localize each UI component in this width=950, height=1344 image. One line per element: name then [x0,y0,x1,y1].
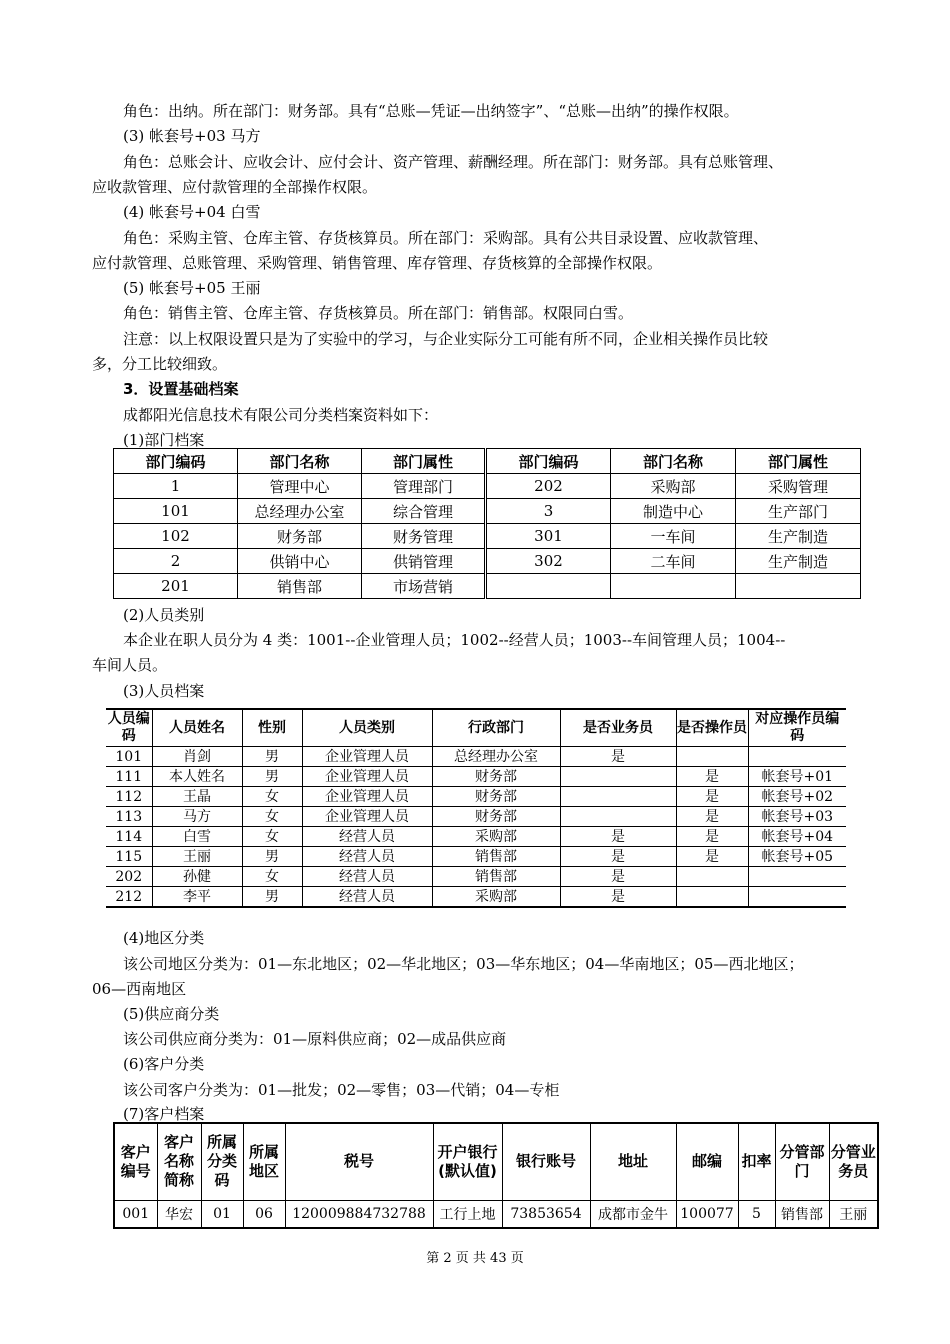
column-header: 人员编码 [106,709,152,747]
column-header: 是否业务员 [560,709,676,747]
paragraph-line: (5) 帐套号+05 王丽 [123,279,261,297]
table-row [106,827,846,847]
table-cell: 生产制造 [736,549,861,574]
table-cell: 一车间 [611,524,736,549]
paragraph-line: (3) 帐套号+03 马方 [123,127,261,145]
table-cell: 102 [114,524,238,549]
table-row [106,807,846,827]
table-cell [560,807,676,827]
column-header: 性别 [242,709,302,747]
table-cell: 企业管理人员 [302,807,432,827]
table-cell: 成都市金牛 [590,1200,676,1228]
column-header: 银行账号 [502,1123,590,1200]
table-cell: 供销管理 [362,549,486,574]
table-cell: 李平 [152,887,242,908]
paragraph-line: (4) 帐套号+04 白雪 [123,203,261,221]
table-cell: 06 [243,1200,285,1228]
table-cell: 男 [242,847,302,867]
column-header: 部门名称 [611,449,736,474]
department-table [113,448,861,599]
table-cell: 112 [106,787,152,807]
table-cell: 1 [114,474,238,499]
table-row [106,787,846,807]
column-header: 行政部门 [432,709,560,747]
table-cell: 帐套号+02 [748,787,846,807]
column-header: 人员姓名 [152,709,242,747]
column-header: 所属分类码 [201,1123,243,1200]
table-cell: 孙健 [152,867,242,887]
table-cell: 总经理办公室 [432,747,560,767]
table-cell: 销售部 [238,574,362,599]
table-cell: 帐套号+01 [748,767,846,787]
paragraph-line: 注意：以上权限设置只是为了实验中的学习，与企业实际分工可能有所不同，企业相关操作员比较 [123,330,769,348]
table-cell: 综合管理 [362,499,486,524]
table-cell [676,887,748,908]
paragraph-line: 应收款管理、应付款管理的全部操作权限。 [92,178,378,196]
paragraph-line: 角色：采购主管、仓库主管、存货核算员。所在部门：采购部。具有公共目录设置、应收款管理、 [123,229,769,247]
table-cell: 是 [560,867,676,887]
table-cell: 企业管理人员 [302,747,432,767]
table-cell [748,747,846,767]
subsection-title: (4)地区分类 [123,929,205,947]
column-header: 部门编码 [114,449,238,474]
table-cell [748,887,846,908]
table-cell: 采购部 [432,887,560,908]
page-footer: 第 2 页 共 43 页 [426,1251,524,1266]
table-cell: 3 [486,499,611,524]
table-cell: 是 [560,887,676,908]
table-row [106,867,846,887]
table-cell: 生产部门 [736,499,861,524]
table-cell: 销售部 [775,1200,829,1228]
table-cell: 王晶 [152,787,242,807]
table-cell: 男 [242,747,302,767]
table-cell [676,747,748,767]
column-header: 开户银行(默认值) [433,1123,502,1200]
table-cell: 王丽 [829,1200,878,1228]
table-row [106,767,846,787]
column-header: 部门名称 [238,449,362,474]
table-cell: 帐套号+03 [748,807,846,827]
paragraph-line: 本企业在职人员分为 4 类：1001--企业管理人员；1002--经营人员；1003--车间管理人员；1004-- [123,631,786,649]
subsection-title: (5)供应商分类 [123,1005,220,1023]
column-header: 对应操作员编码 [748,709,846,747]
table-cell: 是 [676,827,748,847]
subsection-title: (7)客户档案 [123,1105,205,1123]
table-cell: 帐套号+05 [748,847,846,867]
table-row [114,474,861,499]
paragraph-line: 06—西南地区 [92,980,187,998]
table-cell: 二车间 [611,549,736,574]
table-cell: 销售部 [432,847,560,867]
table-cell: 2 [114,549,238,574]
table-cell: 114 [106,827,152,847]
table-cell: 经营人员 [302,867,432,887]
column-header: 人员类别 [302,709,432,747]
table-cell [736,574,861,599]
table-cell: 是 [676,847,748,867]
column-header: 是否操作员 [676,709,748,747]
table-cell: 市场营销 [362,574,486,599]
table-cell: 采购管理 [736,474,861,499]
table-cell [611,574,736,599]
table-cell: 王丽 [152,847,242,867]
table-header-row [106,709,846,747]
table-cell: 肖剑 [152,747,242,767]
table-cell: 财务部 [432,807,560,827]
paragraph-line: 成都阳光信息技术有限公司分类档案资料如下： [123,406,439,424]
table-cell: 73853654 [502,1200,590,1228]
table-cell: 101 [106,747,152,767]
table-row [106,747,846,767]
table-cell: 华宏 [157,1200,201,1228]
paragraph-line: 该公司客户分类为：01—批发；02—零售；03—代销；04—专柜 [123,1081,560,1099]
table-header-row [114,449,861,474]
table-cell: 120009884732788 [285,1200,433,1228]
table-cell: 女 [242,867,302,887]
table-cell: 销售部 [432,867,560,887]
table-cell: 是 [676,767,748,787]
table-cell: 白雪 [152,827,242,847]
table-cell: 115 [106,847,152,867]
table-cell: 是 [560,827,676,847]
table-cell: 企业管理人员 [302,767,432,787]
table-cell: 企业管理人员 [302,787,432,807]
table-cell: 财务部 [432,787,560,807]
table-cell: 供销中心 [238,549,362,574]
table-row [114,1200,878,1228]
table-cell: 采购部 [432,827,560,847]
table-cell: 女 [242,787,302,807]
subsection-title: (2)人员类别 [123,606,205,624]
column-header: 部门属性 [736,449,861,474]
column-header: 地址 [590,1123,676,1200]
table-cell: 5 [738,1200,775,1228]
table-cell: 经营人员 [302,827,432,847]
table-cell: 01 [201,1200,243,1228]
column-header: 客户名称简称 [157,1123,201,1200]
table-cell: 是 [560,747,676,767]
column-header: 部门编码 [486,449,611,474]
paragraph-line: 角色：总账会计、应收会计、应付会计、资产管理、薪酬经理。所在部门：财务部。具有总账管理、 [123,153,784,171]
table-cell [486,574,611,599]
table-cell [560,767,676,787]
column-header: 部门属性 [362,449,486,474]
table-cell: 财务部 [432,767,560,787]
table-cell [748,867,846,887]
table-row [106,847,846,867]
table-cell: 113 [106,807,152,827]
table-cell: 301 [486,524,611,549]
column-header: 分管部门 [775,1123,829,1200]
table-row [106,887,846,908]
section-heading: 3．设置基础档案 [123,380,239,398]
table-cell [560,787,676,807]
paragraph-line: 角色：销售主管、仓库主管、存货核算员。所在部门：销售部。权限同白雪。 [123,304,634,322]
table-cell [676,867,748,887]
paragraph-line: 该公司供应商分类为：01—原料供应商；02—成品供应商 [123,1030,507,1048]
table-cell: 202 [486,474,611,499]
table-cell: 101 [114,499,238,524]
table-cell: 是 [560,847,676,867]
table-cell: 女 [242,827,302,847]
table-cell: 总经理办公室 [238,499,362,524]
paragraph-line: 应付款管理、总账管理、采购管理、销售管理、库存管理、存货核算的全部操作权限。 [92,254,663,272]
table-row [114,524,861,549]
table-cell: 经营人员 [302,887,432,908]
table-cell: 管理部门 [362,474,486,499]
table-cell: 财务管理 [362,524,486,549]
table-cell: 马方 [152,807,242,827]
column-header: 扣率 [738,1123,775,1200]
table-cell: 管理中心 [238,474,362,499]
table-cell: 201 [114,574,238,599]
table-cell: 帐套号+04 [748,827,846,847]
subsection-title: (6)客户分类 [123,1055,205,1073]
column-header: 所属地区 [243,1123,285,1200]
table-row [114,499,861,524]
table-cell: 生产制造 [736,524,861,549]
table-row [114,549,861,574]
subsection-title: (1)部门档案 [123,431,205,449]
table-cell: 202 [106,867,152,887]
paragraph-line: 多，分工比较细致。 [92,355,228,373]
subsection-title: (3)人员档案 [123,682,205,700]
column-header: 税号 [285,1123,433,1200]
table-cell: 女 [242,807,302,827]
table-cell: 财务部 [238,524,362,549]
table-cell: 制造中心 [611,499,736,524]
person-table [106,708,846,908]
table-row [114,574,861,599]
table-cell: 工行上地 [433,1200,502,1228]
table-cell: 302 [486,549,611,574]
column-header: 分管业务员 [829,1123,878,1200]
table-cell: 男 [242,767,302,787]
column-header: 邮编 [676,1123,738,1200]
table-cell: 100077 [676,1200,738,1228]
paragraph-line: 该公司地区分类为：01—东北地区；02—华北地区；03—华东地区；04—华南地区；05—西北地区； [123,955,804,973]
table-cell: 经营人员 [302,847,432,867]
table-header-row [114,1123,878,1200]
customer-table [113,1122,879,1229]
table-cell: 本人姓名 [152,767,242,787]
table-cell: 是 [676,807,748,827]
table-cell: 111 [106,767,152,787]
table-cell: 001 [114,1200,157,1228]
column-header: 客户编号 [114,1123,157,1200]
paragraph-line: 角色：出纳。所在部门：财务部。具有“总账—凭证—出纳签字”、“总账—出纳”的操作权限。 [123,102,739,120]
table-cell: 是 [676,787,748,807]
paragraph-line: 车间人员。 [92,656,168,674]
table-cell: 采购部 [611,474,736,499]
table-cell: 男 [242,887,302,908]
table-cell: 212 [106,887,152,908]
